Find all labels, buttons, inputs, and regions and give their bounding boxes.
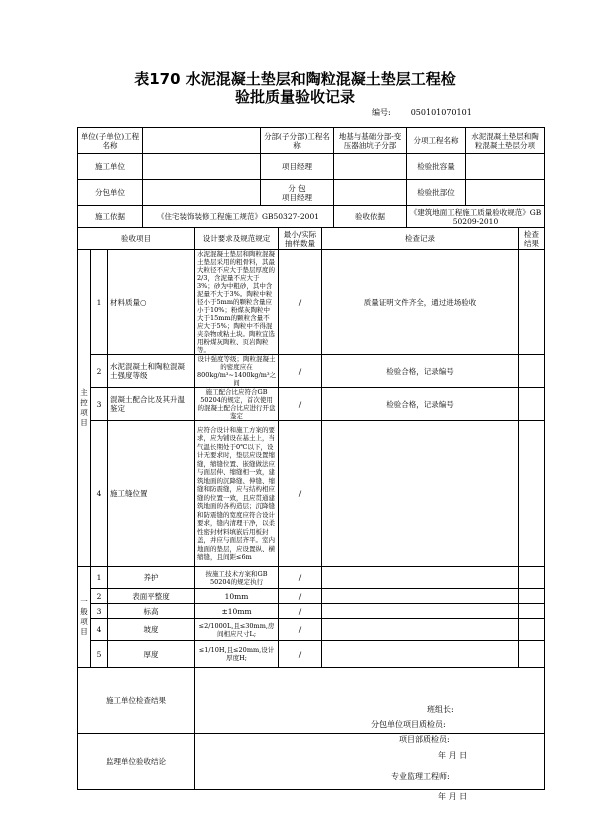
main-item-record[interactable] xyxy=(322,421,519,567)
general-item-result[interactable] xyxy=(519,641,545,668)
col-item-header: 验收项目 xyxy=(78,228,195,250)
pm-value[interactable] xyxy=(334,154,407,180)
team-leader-label: 班组长: xyxy=(427,704,454,714)
unit-project-value[interactable] xyxy=(143,128,261,154)
document-title-line2: 验批质量验收记录 xyxy=(234,88,355,106)
supervising-engineer-label: 专业监理工程师: xyxy=(391,771,450,781)
division-value[interactable]: 地基与基础分部-变压器油坑子分部 xyxy=(334,128,407,154)
general-item-sampling[interactable]: / xyxy=(279,641,322,668)
main-item-name: 材料质量○ xyxy=(108,250,195,355)
unit-project-label: 单位(子单位)工程名称 xyxy=(78,128,143,154)
contractor-value[interactable] xyxy=(143,154,261,180)
general-item-requirement: 10mm xyxy=(195,589,279,604)
general-item-no: 3 xyxy=(91,604,108,619)
general-item-requirement: ≤1/10H,且≤20mm,设计厚度H; xyxy=(195,641,279,668)
main-item-no: 4 xyxy=(91,421,108,567)
general-item-sampling[interactable]: / xyxy=(279,567,322,589)
sub-item-label: 分项工程名称 xyxy=(407,128,466,154)
general-item-sampling[interactable]: / xyxy=(279,604,322,619)
main-item-no: 2 xyxy=(91,355,108,388)
main-item-requirement: 应符合设计和施工方案的要求，应为铺设在基土上，当气温长期处于0℃以下，设计无要求时，垫层应设置缩缝，缩缝位置、嵌缝做法应与面层伸、缩缝相一致，建筑地面的沉降缝、伸缝、缩缝和防震缝，应与结构相应缝的位置一致，且应贯通建筑地面的各构造层；沉降缝和防震缝的宽度应符合设计要求，缝内清理干净，以柔性密封材料填嵌后用板封盖，并应与面层齐平。室内地面的垫层，应设置纵、横缩缝，且间距≤6m xyxy=(195,421,279,567)
main-item-sampling[interactable]: / xyxy=(279,355,322,388)
main-item-name: 施工缝位置 xyxy=(108,421,195,567)
inspector-label: 项目部质检员: xyxy=(399,734,450,744)
general-item-record[interactable] xyxy=(322,619,519,641)
document-title-line1: 表170 水泥混凝土垫层和陶粒混凝土垫层工程检 xyxy=(134,70,456,88)
subcontractor-label: 分包单位 xyxy=(78,180,143,206)
main-item-requirement: 水泥混凝土垫层和陶粒混凝土垫层采用的粗骨料，其最大粒径不应大于垫层厚度的2/3，含泥量不应大于3%；砂为中粗砂，其中含泥量不大于3%。陶粒中粒径小于5mm的颗粒含量应小于10%；粉煤灰陶粒中大于15mm的颗粒含量不应大于5%；陶粒中不得混夹杂物或粘土块。陶粒宜选用粉煤灰陶粒、页岩陶粒等。 xyxy=(195,250,279,355)
sub-inspector-label: 分包单位项目质检员: xyxy=(371,719,446,729)
general-item-record[interactable] xyxy=(322,589,519,604)
main-item-record[interactable]: 检验合格，记录编号 xyxy=(322,388,519,421)
main-item-no: 3 xyxy=(91,388,108,421)
general-item-name: 坡度 xyxy=(108,619,195,641)
general-item-no: 2 xyxy=(91,589,108,604)
main-item-record[interactable]: 质量证明文件齐全，通过进场验收 xyxy=(322,250,519,355)
main-item-result[interactable] xyxy=(519,250,545,355)
serial-label: 编号: xyxy=(372,108,391,117)
main-item-requirement: 设计强度等级；陶粒混凝土的密度应在800kg/m³~1400kg/m³之间 xyxy=(195,355,279,388)
contractor-check-signoff[interactable] xyxy=(195,668,545,760)
general-item-record[interactable] xyxy=(322,567,519,589)
basis-label: 施工依据 xyxy=(78,206,143,228)
general-item-requirement: 按施工技术方案和GB 50204的规定执行 xyxy=(195,567,279,589)
general-item-requirement: ≤2/1000L,且≤30mm,房间相应尺寸L; xyxy=(195,619,279,641)
general-item-name: 表面平整度 xyxy=(108,589,195,604)
general-item-name: 标高 xyxy=(108,604,195,619)
main-item-no: 1 xyxy=(91,250,108,355)
general-item-requirement: ±10mm xyxy=(195,604,279,619)
main-item-sampling[interactable]: / xyxy=(279,388,322,421)
batch-size-value[interactable] xyxy=(466,154,545,180)
subcontractor-value[interactable] xyxy=(143,180,261,206)
main-item-record[interactable]: 检验合格，记录编号 xyxy=(322,355,519,388)
col-requirement-header: 设计要求及规范规定 xyxy=(195,228,279,250)
basis-value: 《住宅装饰装修工程施工规范》GB50327-2001 xyxy=(143,206,334,228)
contractor-check-date: 年 月 日 xyxy=(438,750,468,760)
sub-pm-value[interactable] xyxy=(334,180,407,206)
general-item-result[interactable] xyxy=(519,604,545,619)
col-sampling-header: 最小/实际抽样数量 xyxy=(279,228,322,250)
serial-value: 050101070101 xyxy=(410,108,472,117)
main-item-sampling[interactable]: / xyxy=(279,250,322,355)
header-table xyxy=(77,127,545,228)
general-item-result[interactable] xyxy=(519,567,545,589)
batch-part-label: 检验批部位 xyxy=(407,180,466,206)
general-item-no: 1 xyxy=(91,567,108,589)
inspection-table xyxy=(77,227,545,801)
main-item-result[interactable] xyxy=(519,355,545,388)
main-item-result[interactable] xyxy=(519,388,545,421)
main-item-name: 混凝土配合比及其升温鉴定 xyxy=(108,388,195,421)
general-item-name: 厚度 xyxy=(108,641,195,668)
supervisor-check-date: 年 月 日 xyxy=(438,791,468,801)
col-result-header: 检查结果 xyxy=(519,228,545,250)
general-item-result[interactable] xyxy=(519,589,545,604)
serial-number xyxy=(372,107,472,118)
acceptance-basis-value: 《建筑地面工程施工质量验收规范》GB 50209-2010 xyxy=(407,206,545,228)
main-item-result[interactable] xyxy=(519,421,545,567)
general-label: 一般项目 xyxy=(78,567,91,668)
main-item-name: 水泥混凝土和陶粒混凝土强度等级 xyxy=(108,355,195,388)
general-item-no: 5 xyxy=(91,641,108,668)
supervisor-check-label: 监理单位验收结论 xyxy=(78,734,195,790)
general-item-record[interactable] xyxy=(322,641,519,668)
col-record-header: 检查记录 xyxy=(322,228,519,250)
general-item-name: 养护 xyxy=(108,567,195,589)
general-item-record[interactable] xyxy=(322,604,519,619)
main-control-label: 主控项目 xyxy=(78,250,91,567)
division-label: 分部(子分部)工程名称 xyxy=(261,128,334,154)
sub-pm-label: 分 包 项目经理 xyxy=(261,180,334,206)
contractor-check-label: 施工单位检查结果 xyxy=(78,668,195,734)
batch-part-value[interactable] xyxy=(466,180,545,206)
supervisor-check-signoff[interactable] xyxy=(195,734,545,801)
general-item-no: 4 xyxy=(91,619,108,641)
general-item-sampling[interactable]: / xyxy=(279,589,322,604)
main-item-sampling[interactable]: / xyxy=(279,421,322,567)
contractor-label: 施工单位 xyxy=(78,154,143,180)
sub-item-value[interactable]: 水泥混凝土垫层和陶粒混凝土垫层分项 xyxy=(466,128,545,154)
general-item-sampling[interactable]: / xyxy=(279,619,322,641)
general-item-result[interactable] xyxy=(519,619,545,641)
acceptance-basis-label: 验收依据 xyxy=(334,206,407,228)
pm-label: 项目经理 xyxy=(261,154,334,180)
main-item-requirement: 施工配合比应符合GB 50204的规定，首次使用的混凝土配合比应进行开盘鉴定 xyxy=(195,388,279,421)
batch-size-label: 检验批容量 xyxy=(407,154,466,180)
